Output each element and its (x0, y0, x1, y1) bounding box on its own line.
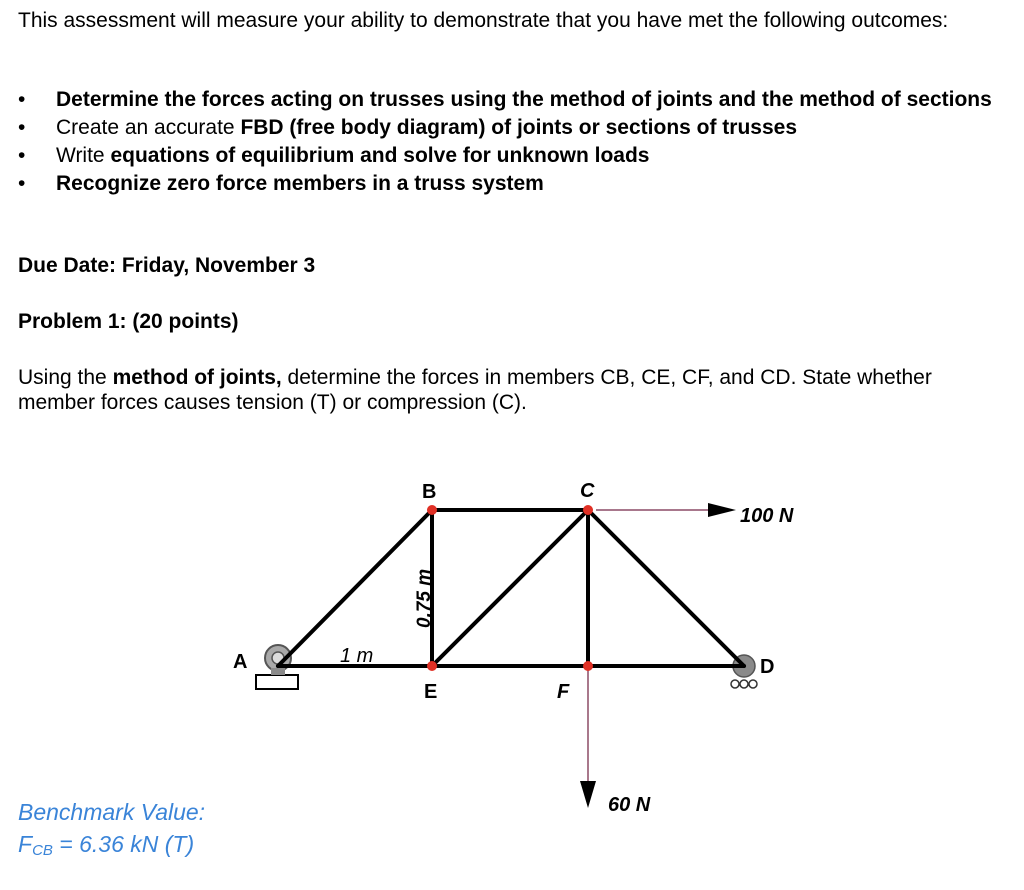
outcome-text: Determine the forces acting on trusses using the method of joints and the method of sections (56, 88, 992, 111)
label-e: E (424, 681, 438, 703)
label-c: C (580, 480, 595, 502)
outcome-item (18, 170, 1008, 198)
outcome-text: Write (56, 144, 111, 167)
outcome-text-bold: FBD (free body diagram) of joints or sections of trusses (240, 116, 798, 139)
dimension-width: 1 m (340, 645, 374, 667)
member-ce (432, 510, 588, 666)
intro-text: This assessment will measure your ability to demonstrate that you have met the following outcomes: (18, 9, 949, 32)
benchmark-label: Benchmark Value: (18, 799, 206, 825)
bullet: • (18, 172, 26, 195)
outcome-text-bold: equations of equilibrium and solve for unknown loads (110, 144, 650, 167)
arrow-down-icon (580, 781, 596, 808)
problem-title: Problem 1: (20 points) (18, 310, 239, 333)
due-date: Due Date: Friday, November 3 (18, 254, 316, 277)
force-label-100n: 100 N (740, 505, 794, 527)
question-bold: method of joints, (112, 366, 282, 389)
label-f: F (557, 681, 570, 703)
label-a: A (233, 651, 248, 673)
outcome-item (18, 142, 1008, 170)
member-cd (588, 510, 744, 666)
benchmark-symbol: F (18, 831, 33, 857)
force-label-60n: 60 N (608, 794, 651, 816)
outcome-item (18, 114, 1008, 142)
label-b: B (422, 481, 437, 503)
problem-statement (18, 365, 1008, 415)
benchmark-box (18, 796, 205, 867)
dimension-height: 0.75 m (414, 568, 435, 628)
benchmark-value (18, 828, 205, 867)
benchmark-subscript: CB (32, 842, 53, 859)
outcome-text: Recognize zero force members in a truss system (56, 172, 544, 195)
outcome-item (18, 86, 1008, 114)
outcome-text: Create an accurate (56, 116, 241, 139)
question-post: determine the forces in members CB, CE, CF, and CD. State whether member forces causes tension (T) or compression (C). (18, 366, 932, 414)
truss-diagram (0, 470, 1024, 830)
question-pre: Using the (18, 366, 113, 389)
member-ab (278, 510, 432, 666)
benchmark-number: = 6.36 kN (T) (52, 831, 195, 857)
bullet: • (18, 88, 26, 111)
roller-support-d (731, 655, 757, 688)
joint-b (427, 505, 437, 515)
truss-members (278, 510, 744, 666)
outcomes-list (18, 86, 1008, 198)
joint-c (583, 505, 593, 515)
bullet: • (18, 144, 26, 167)
joint-f (583, 661, 593, 671)
arrow-right-icon (708, 503, 736, 517)
joint-e (427, 661, 437, 671)
label-d: D (760, 656, 775, 678)
bullet: • (18, 116, 26, 139)
